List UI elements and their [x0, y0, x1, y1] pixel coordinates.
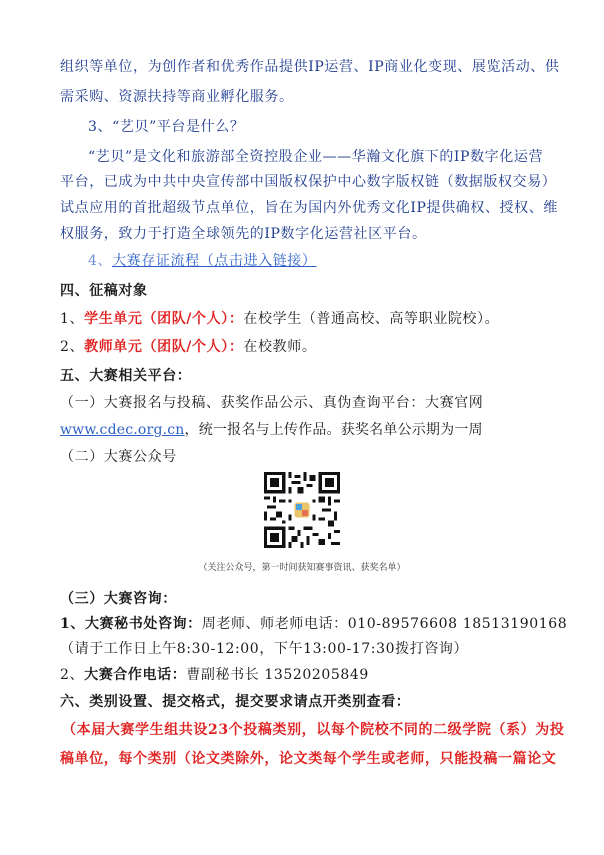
teacher-unit-label: 教师单元（团队/个人）： — [84, 339, 244, 355]
wechat-label: （二）大赛公众号 — [60, 449, 177, 465]
section-6-heading: 六、类别设置、提交格式，提交要求请点开类别查看： — [60, 694, 411, 710]
cooperation-number: 2、 — [60, 667, 85, 683]
cooperation-label: 大赛合作电话： — [84, 667, 187, 683]
intro-line-2: 需采购、资源扶持等商业孵化服务。 — [60, 89, 294, 105]
section-4-heading: 四、征稿对象 — [60, 283, 148, 299]
secretariat-label: 1、大赛秘书处咨询： — [60, 616, 202, 632]
student-unit-label: 学生单元（团队/个人）： — [84, 311, 244, 327]
teacher-unit-number: 2、 — [60, 339, 85, 355]
yibei-line-4: 权服务，致力于打造全球领先的IP数字化运营社区平台。 — [60, 226, 427, 242]
platform-line-2-text: ，统一报名与上传作品。获奖名单公示期为一周 — [184, 422, 483, 438]
item-4-number: 4、 — [88, 253, 113, 269]
notice-line-1: （本届大赛学生组共设23个投稿类别，以每个院校不同的二级学院（系）为投 — [62, 722, 565, 738]
question-3: 3、“艺贝”平台是什么？ — [88, 119, 245, 135]
item-4 — [88, 251, 578, 271]
consult-heading: （三）大赛咨询： — [60, 591, 177, 607]
student-unit-number: 1、 — [60, 311, 85, 327]
website-link[interactable]: www.cdec.org.cn — [60, 422, 185, 438]
qr-caption: （关注公众号，第一时间获知赛事资讯、获奖名单） — [198, 563, 406, 573]
evidence-process-link[interactable]: 大赛存证流程（点击进入链接） — [112, 253, 317, 269]
notice-line-2: 稿单位，每个类别（论文类除外，论文类每个学生或老师，只能投稿一篇论文 — [60, 751, 557, 767]
teacher-unit-text: 在校教师。 — [243, 339, 317, 355]
yibei-line-2: 平台，已成为中共中央宣传部中国版权保护中心数字版权链（数据版权交易） — [60, 174, 557, 190]
secretariat-line — [60, 614, 568, 634]
secretariat-contact: 周老师、师老师电话：010-89576608 18513190168 — [201, 616, 568, 632]
section-5-heading: 五、大赛相关平台： — [60, 368, 192, 384]
wechat-qr-code — [264, 472, 340, 548]
student-unit-line — [60, 309, 550, 329]
cooperation-contact: 曹副秘书长 13520205849 — [186, 667, 369, 683]
yibei-line-3: 试点应用的首批超级节点单位，旨在为国内外优秀文化IP提供确权、授权、维 — [60, 200, 558, 216]
student-unit-text: 在校学生（普通高校、高等职业院校）。 — [243, 311, 500, 327]
platform-line-2 — [60, 420, 550, 440]
yibei-line-1: “艺贝”是文化和旅游部全资控股企业——华瀚文化旗下的IP数字化运营 — [88, 149, 544, 165]
intro-line-1: 组织等单位，为创作者和优秀作品提供IP运营、IP商业化变现、展览活动、供 — [60, 59, 560, 75]
cooperation-line — [60, 665, 550, 685]
teacher-unit-line — [60, 337, 550, 357]
consult-hours: （请于工作日上午8:30-12:00，下午13:00-17:30拨打咨询） — [60, 641, 469, 657]
platform-line-1: （一）大赛报名与投稿、获奖作品公示、真伪查询平台：大赛官网 — [60, 395, 484, 411]
